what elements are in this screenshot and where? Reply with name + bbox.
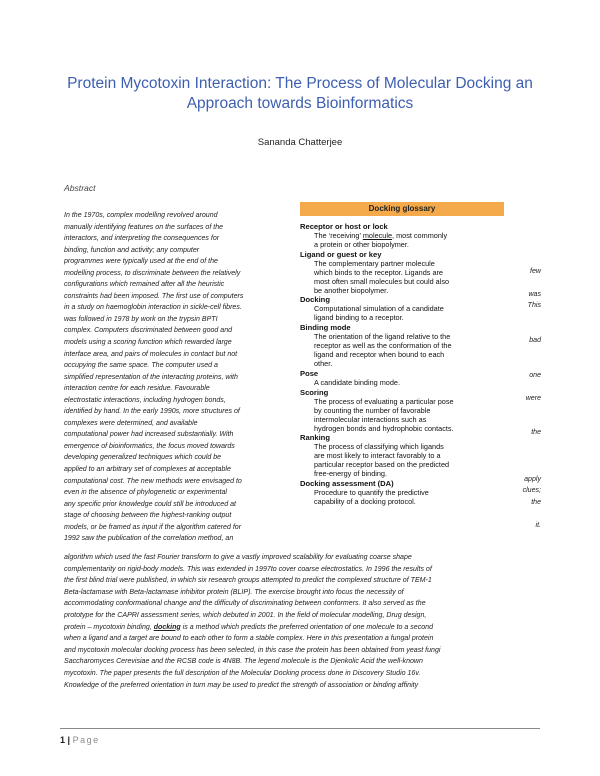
glossary-definition-line: a protein or other biopolymer. <box>314 239 409 249</box>
text-line: Beta-lactamase with Beta-lactamase inhibitor protein (BLIP). The exercise brought into focus the necessity of <box>64 588 404 596</box>
abstract-body-full-width <box>64 552 536 691</box>
line-ending-word: clues; <box>522 487 541 495</box>
text-line: when a ligand and a target are bound to each other to form a stable complex. Here in this presentation a fungal protein <box>64 635 434 643</box>
line-ending-word: the <box>531 429 541 437</box>
highlighted-term: docking <box>153 623 181 631</box>
text-line: binding, function and activity; any computer <box>64 246 200 254</box>
glossary-definition-line: The complementary partner molecule <box>314 258 435 268</box>
text-line: prototype for the CAPRI assessment series, which debuted in 2001. In the field of molecular modelling, Drug design, <box>64 611 427 619</box>
text-line: Knowledge of the preferred orientation in turn may be used to predict the strength of association or binding affinity <box>64 681 419 689</box>
text-line: even in the absence of phylogenetic or experimental <box>64 489 227 497</box>
page-label: Page <box>72 735 100 745</box>
glossary-definition-line: ligand and receptor when bound to each <box>314 350 445 360</box>
text-line: electrostatic interactions, including hydrogen bonds, <box>64 396 226 404</box>
glossary-definition-line: particular receptor based on the predicted <box>314 460 450 470</box>
line-ending-word: the <box>531 498 541 506</box>
footer-divider <box>60 728 540 729</box>
text-line: and mycotoxin molecular docking process has been selected, in this case the protein has been obtained from yeast fungi <box>64 646 441 654</box>
text-span: protein – mycotoxin binding, <box>64 623 154 631</box>
text-line: complexes were determined, and available <box>64 419 198 427</box>
glossary-definition-line: The ‘receiving’ molecule, most commonly <box>314 231 448 240</box>
text-line <box>64 622 536 634</box>
glossary-definition-line: The process of classifying which ligands <box>314 442 444 452</box>
glossary-definition-line: which binds to the receptor. Ligands are <box>314 267 443 277</box>
text-line: In the 1970s, complex modelling revolved around <box>64 212 218 219</box>
text-line: computational power had increased substantially. With <box>64 431 234 439</box>
text-line: manually identifying features on the surfaces of the <box>64 223 224 231</box>
glossary-definition-line: by counting the number of favorable <box>314 405 431 415</box>
text-line: complex. Computers discriminated between good and <box>64 327 233 335</box>
text-line: identified by hand. In the early 1990s, more structures of <box>64 408 240 416</box>
text-line: any specific prior knowledge could still be introduced at <box>64 500 236 508</box>
line-ending-word: bad <box>529 337 541 345</box>
glossary-definition-line: The process of evaluating a particular pose <box>314 396 454 406</box>
glossary-term: Scoring <box>300 387 329 397</box>
glossary-definition-line: ligand binding to a receptor. <box>314 313 404 323</box>
text-line: complementarity on rigid-body models. This was extended in 1997to cover coarse electrostatics. In 1996 the results of <box>64 565 432 573</box>
glossary-term: Ranking <box>300 433 330 443</box>
paper-title: Protein Mycotoxin Interaction: The Process of Molecular Docking an Approach towards Bioinformatics <box>67 75 533 112</box>
glossary-definition-line: Computational simulation of a candidate <box>314 304 444 314</box>
line-ending-word: were <box>525 394 541 402</box>
text-line: constraints had been imposed. The first use of computers <box>64 292 244 300</box>
text-line: Saccharomyces Cerevisiae and the RCSB code is 4N8B. The legend molecule is the Djenkolic Acid the well-known <box>64 658 423 666</box>
text-line: models using a scoring function which rewarded large <box>64 339 232 347</box>
glossary-definition-line: most often small molecules but could also <box>314 276 450 286</box>
glossary-definition-line: Procedure to quantify the predictive <box>314 488 429 498</box>
text-line: applied to an arbitrary set of complexes at acceptable <box>64 466 231 474</box>
line-ending-word: This <box>527 302 541 310</box>
glossary-definition-line: capability of a docking protocol. <box>314 496 416 506</box>
glossary-term: Docking <box>300 295 330 305</box>
page-number: 1 <box>60 735 66 745</box>
text-span: is a method which predicts the preferred orientation of one molecule to a second <box>180 623 434 631</box>
line-ending-word: few <box>530 267 541 275</box>
text-line: occupying the same space. The computer used a <box>64 362 218 370</box>
glossary-term: Docking assessment (DA) <box>300 479 394 489</box>
glossary-definition-line: free-energy of binding. <box>314 469 388 479</box>
line-ending-word: apply <box>524 475 541 483</box>
author-name: Sananda Chatterjee <box>257 137 343 148</box>
text-line: the first blind trial were published, in which six research groups attempted to predict the complexed structure of TEM-1 <box>64 577 432 585</box>
text-line: interaction centre for each residue. Favourable <box>64 385 210 393</box>
footer-separator: | <box>67 735 71 745</box>
text-line: configurations which remained after all the heuristic <box>64 281 225 289</box>
text-line: in a study on haemoglobin interaction in sickle-cell fibres. <box>64 304 242 312</box>
glossary-definition-line: be another biopolymer. <box>314 285 389 295</box>
glossary-definition-line: are most likely to interact favorably to a <box>314 451 441 461</box>
glossary-heading: Docking glossary <box>300 202 504 216</box>
glossary-term: Receptor or host or lock <box>300 222 388 231</box>
glossary-definition-line: hydrogen bonds and hydrophobic contacts. <box>314 423 454 433</box>
glossary-term: Binding mode <box>300 323 351 333</box>
text-line: was followed in 1978 by work on the trypsin BPTI <box>64 315 218 323</box>
text-line: mycotoxin. The paper presents the full description of the Molecular Docking process done in Discovery Studio 16v. <box>64 669 421 677</box>
line-ending-word: it. <box>535 521 541 529</box>
text-line: interface area, and pairs of molecules in contact but not <box>64 350 238 358</box>
text-line: stage of choosing between the highest-ranking output <box>64 512 232 520</box>
glossary-definition-line: intermolecular interactions such as <box>314 414 427 424</box>
abstract-heading: Abstract <box>64 183 96 193</box>
abstract-body-left-column <box>64 210 292 545</box>
glossary-term: Ligand or guest or key <box>300 249 382 259</box>
glossary-definition-line: A candidate binding mode. <box>314 377 401 387</box>
text-line: simplified representation of the interacting proteins, with <box>64 373 238 381</box>
text-line: computational cost. The new methods were envisaged to <box>64 477 242 485</box>
text-line: 1992 saw the publication of the correlation method, an <box>64 535 234 543</box>
glossary-term: Pose <box>300 368 319 378</box>
text-line: modelling process, to discriminate between the relatively <box>64 269 241 277</box>
text-line: interactors, and interpreting the consequences for <box>64 235 220 243</box>
page-footer <box>60 735 100 745</box>
text-line: accommodating conformational change and the difficulty of discriminating between conformers. It also served as the <box>64 600 426 608</box>
text-line: models, or be framed as input if the algorithm catered for <box>64 523 242 531</box>
text-line: programmes were typically used at the end of the <box>64 258 218 266</box>
line-ending-word: one <box>529 371 541 379</box>
text-line: developing generalized techniques which could be <box>64 454 222 462</box>
text-line: emergence of bioinformatics, the focus moved towards <box>64 442 235 450</box>
glossary-entries <box>300 216 504 507</box>
line-ending-word: was <box>528 290 541 298</box>
text-line: algorithm which used the fast Fourier transform to give a vastly improved scalability for evaluating coarse shape <box>64 554 412 561</box>
glossary-definition-line: receptor as well as the conformation of the <box>314 341 452 351</box>
glossary-definition-line: other. <box>314 358 333 368</box>
docking-glossary-box <box>300 202 504 507</box>
glossary-definition-line: The orientation of the ligand relative to the <box>314 332 451 342</box>
